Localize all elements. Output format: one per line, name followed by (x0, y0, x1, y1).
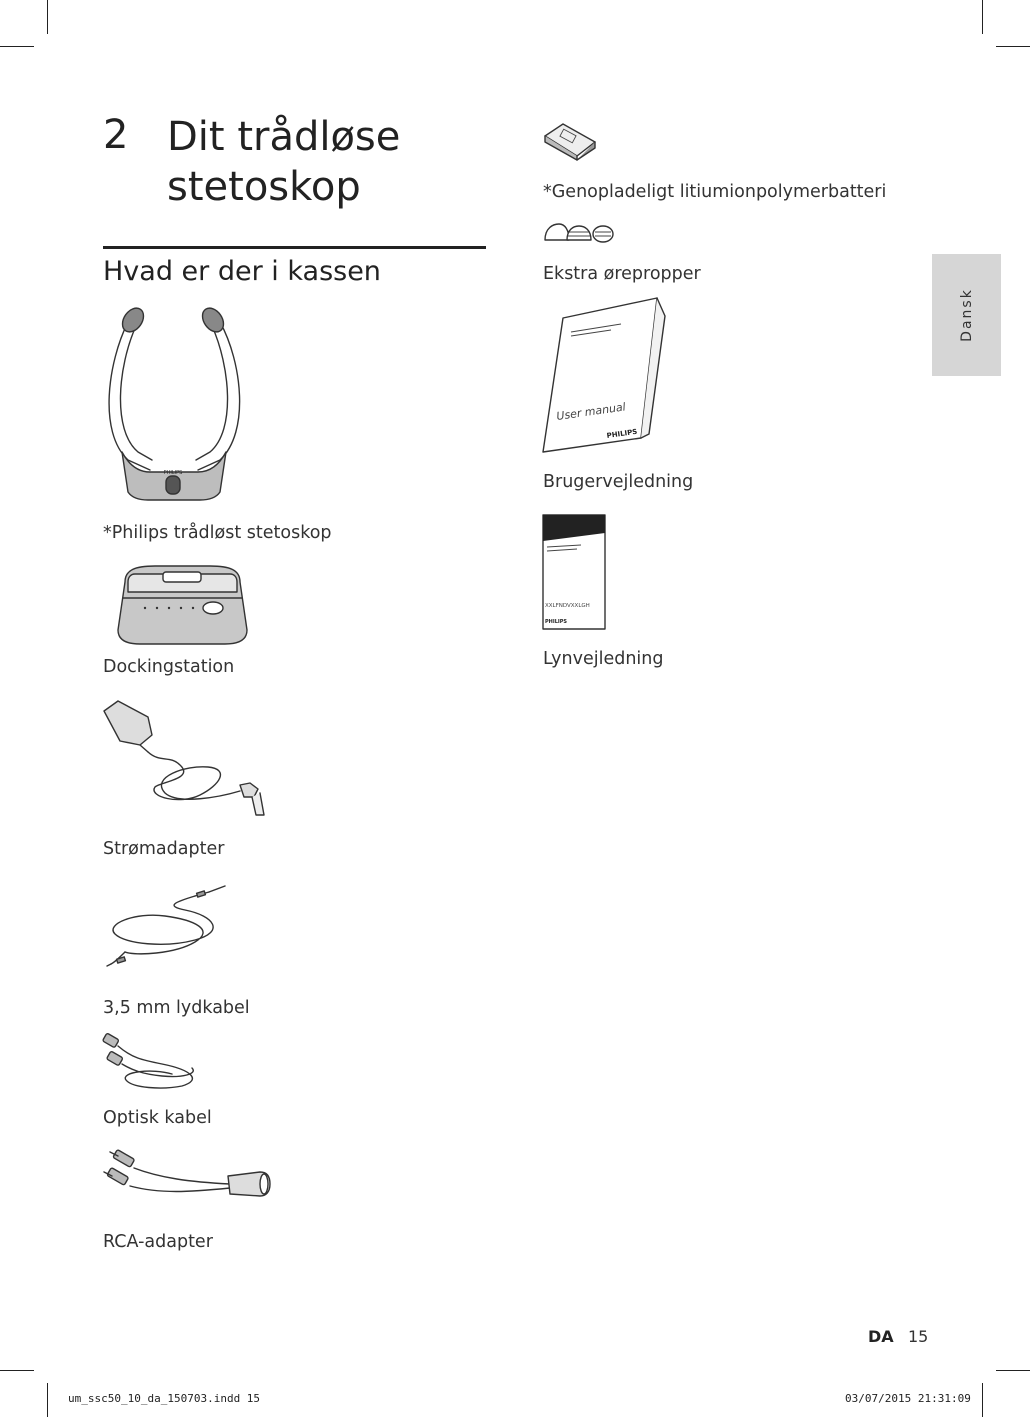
item-caption: *Philips trådløst stetoskop (103, 523, 332, 543)
chapter-number: 2 (103, 112, 129, 158)
crop-mark (0, 1370, 34, 1371)
crop-mark (47, 0, 48, 34)
stethoscope-brand-text: PHILIPS (163, 470, 183, 476)
section-title: Hvad er der i kassen (103, 256, 381, 287)
quick-guide-icon (541, 513, 607, 631)
crop-mark (982, 1383, 983, 1417)
chapter-title (167, 112, 400, 212)
item-caption: 3,5 mm lydkabel (103, 998, 250, 1018)
slug-timestamp: 03/07/2015 21:31:09 (845, 1392, 971, 1405)
footer-language-code: DA (868, 1327, 894, 1346)
slug-filename: um_ssc50_10_da_150703.indd 15 (68, 1392, 261, 1405)
item-caption: Optisk kabel (103, 1108, 212, 1128)
crop-mark (996, 1370, 1030, 1371)
item-caption: Strømadapter (103, 839, 225, 859)
rca-adapter-icon (100, 1148, 272, 1210)
audio-cable-icon (105, 882, 230, 970)
page-number: 15 (908, 1327, 929, 1346)
manual-brand-text: PHILIPS (606, 427, 638, 440)
section-divider (103, 246, 486, 249)
item-caption: Ekstra ørepropper (543, 264, 701, 284)
item-caption: *Genopladeligt litiumionpolymerbatteri (543, 182, 887, 202)
chapter-title-line: stetoskop (167, 164, 361, 210)
manual-title-text: User manual (555, 400, 627, 423)
crop-mark (0, 46, 34, 47)
crop-mark (47, 1383, 48, 1417)
language-side-tab-label: Dansk (958, 288, 975, 342)
docking-station-icon (115, 562, 250, 647)
battery-icon (543, 122, 598, 162)
stethoscope-icon (100, 302, 250, 502)
user-manual-icon (541, 296, 666, 454)
language-side-tab (932, 254, 1001, 376)
item-caption: Brugervejledning (543, 472, 694, 492)
item-caption: Dockingstation (103, 657, 235, 677)
crop-mark (996, 46, 1030, 47)
ear-tips-icon (543, 222, 615, 244)
optical-cable-icon (102, 1030, 204, 1092)
crop-mark (982, 0, 983, 34)
power-adapter-icon (100, 697, 270, 822)
quickguide-lang-text: XXLFNDVXXLGH (545, 603, 590, 609)
item-caption: RCA-adapter (103, 1232, 213, 1252)
quickguide-brand-text: PHILIPS (545, 619, 568, 625)
item-caption: Lynvejledning (543, 649, 664, 669)
chapter-title-line: Dit trådløse (167, 114, 401, 160)
